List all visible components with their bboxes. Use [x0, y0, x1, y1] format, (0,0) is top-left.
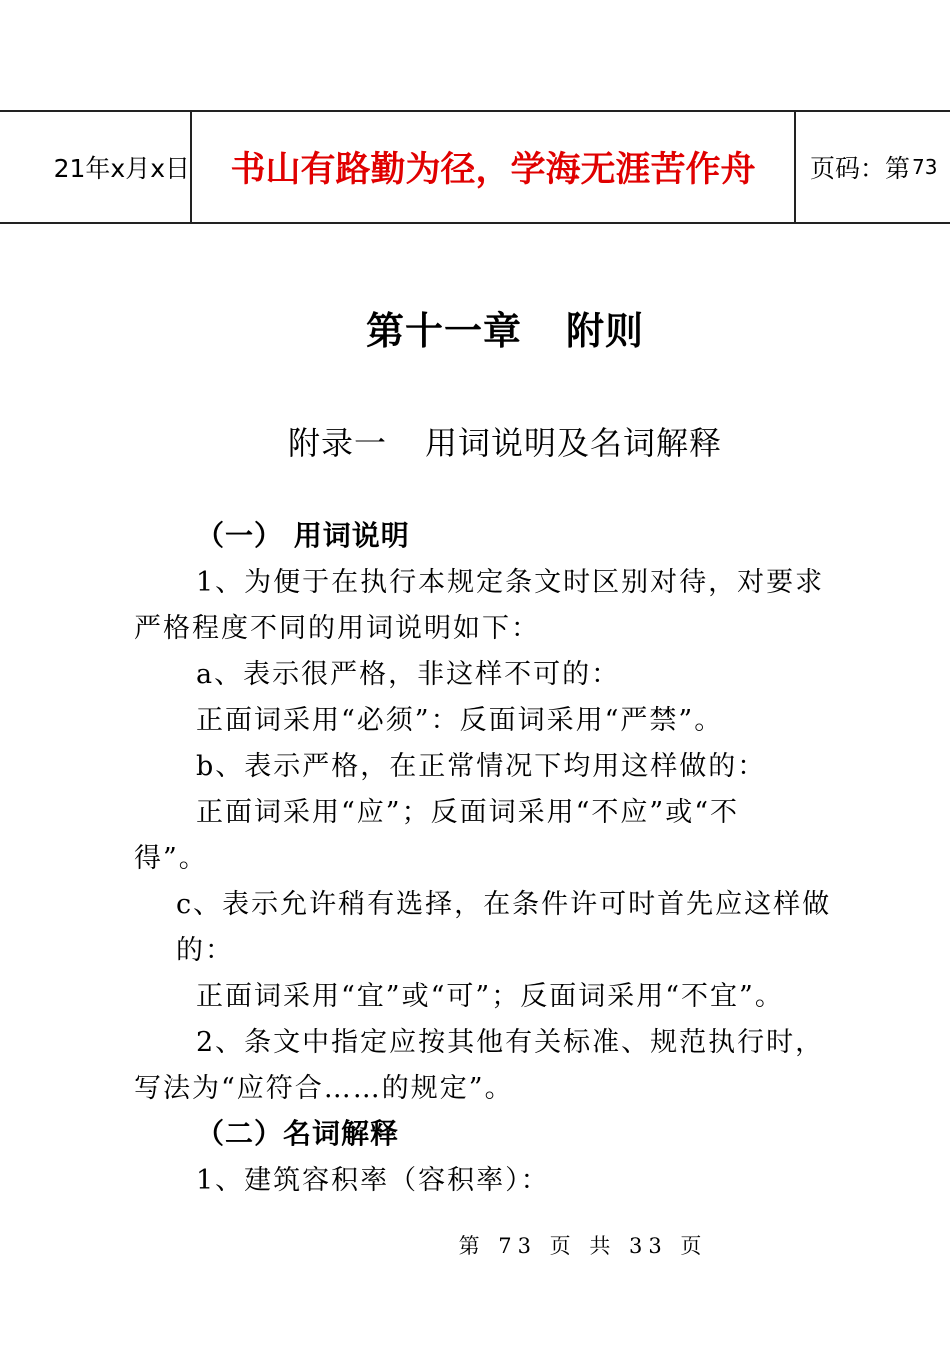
body-line: c、表示允许稍有选择，在条件许可时首先应这样做: [176, 889, 832, 920]
body-line: 严格程度不同的用词说明如下：: [134, 613, 540, 644]
header-page-number: 页码：第 73: [810, 154, 938, 183]
body-line: 2、条文中指定应按其他有关标准、规范执行时，: [196, 1027, 825, 1058]
body-line: 得”。: [134, 843, 208, 874]
body-line: 正面词采用“宜”或“可”；反面词采用“不宜”。: [196, 981, 784, 1012]
header-motto: 书山有路勤为径，学海无涯苦作舟: [230, 150, 756, 190]
page-footer: 第 73 页 共 33 页: [458, 1234, 708, 1258]
body-line: 正面词采用“应”；反面词采用“不应”或“不: [196, 797, 740, 828]
body-line: 的：: [176, 935, 234, 966]
section-heading: （二）名词解释: [196, 1117, 400, 1150]
body-line: b、表示严格，在正常情况下均用这样做的：: [196, 751, 767, 782]
chapter-title: 第十一章 附则: [365, 309, 645, 353]
section-heading: （一） 用词说明: [196, 519, 410, 552]
page-header: [0, 110, 950, 224]
body-line: a、表示很严格，非这样不可的：: [196, 659, 621, 690]
body-line: 写法为“应符合……的规定”。: [134, 1073, 514, 1104]
body-line: 正面词采用“必须”：反面词采用“严禁”。: [196, 705, 724, 736]
body-line: 1、建筑容积率（容积率）：: [196, 1165, 550, 1196]
appendix-title: 附录一 用词说明及名词解释: [287, 424, 723, 462]
body-line: 1、为便于在执行本规定条文时区别对待，对要求: [196, 567, 825, 598]
header-date: 21年x月x日: [53, 154, 190, 183]
